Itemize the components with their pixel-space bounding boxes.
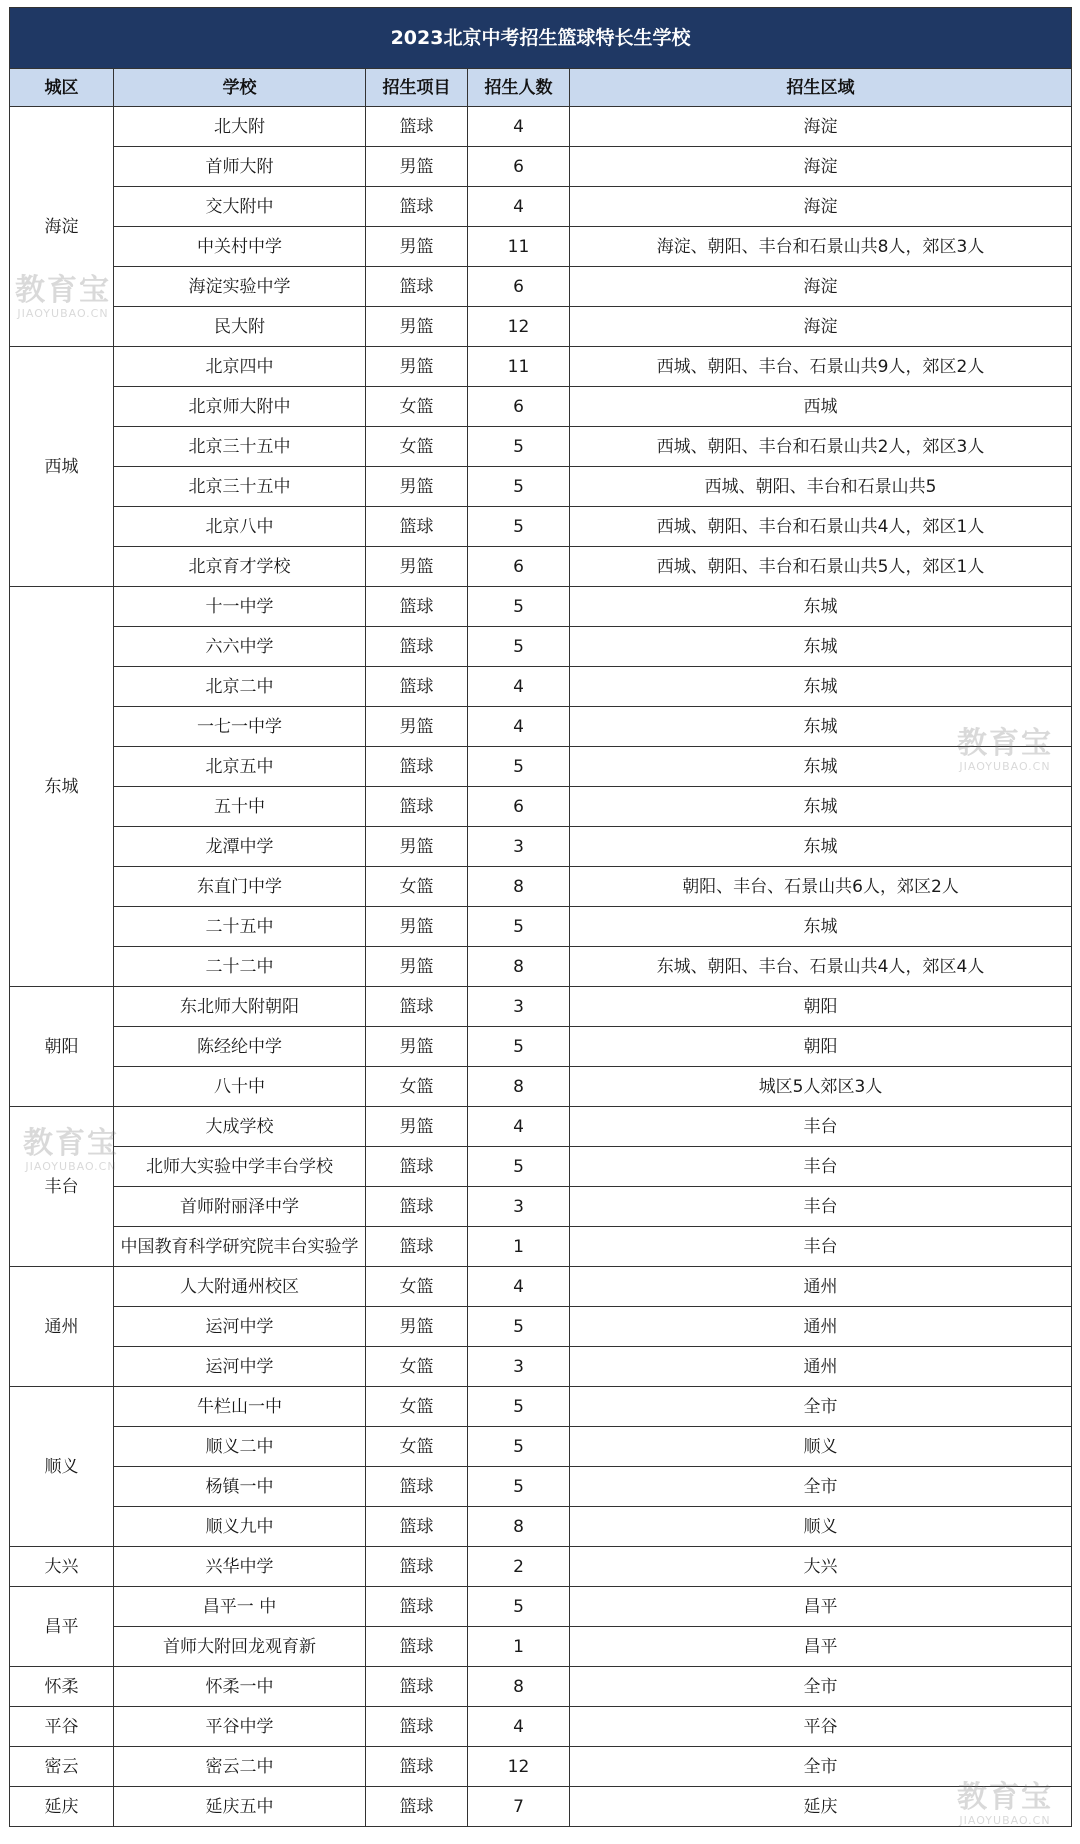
school-cell: 兴华中学: [114, 1547, 366, 1587]
count-cell: 6: [468, 267, 570, 307]
count-cell: 5: [468, 1427, 570, 1467]
count-cell: 4: [468, 1107, 570, 1147]
district-cell: 丰台: [10, 1107, 114, 1267]
district-cell: 海淀: [10, 107, 114, 347]
area-cell: 平谷: [570, 1707, 1072, 1747]
area-cell: 昌平: [570, 1587, 1072, 1627]
item-cell: 篮球: [366, 1547, 468, 1587]
table-row: [10, 1707, 1072, 1747]
school-cell: 大成学校: [114, 1107, 366, 1147]
table-row: [10, 867, 1072, 907]
area-cell: 通州: [570, 1347, 1072, 1387]
table-row: [10, 387, 1072, 427]
area-cell: 通州: [570, 1307, 1072, 1347]
area-cell: 昌平: [570, 1627, 1072, 1667]
count-cell: 3: [468, 1347, 570, 1387]
table-row: [10, 1347, 1072, 1387]
table-row: [10, 1067, 1072, 1107]
count-cell: 3: [468, 827, 570, 867]
table-row: [10, 707, 1072, 747]
item-cell: 篮球: [366, 587, 468, 627]
district-cell: 密云: [10, 1747, 114, 1787]
count-cell: 5: [468, 1027, 570, 1067]
count-cell: 4: [468, 667, 570, 707]
table-row: [10, 1307, 1072, 1347]
enrollment-sheet: [9, 7, 1071, 1827]
school-cell: 运河中学: [114, 1307, 366, 1347]
table-row: [10, 1227, 1072, 1267]
area-cell: 城区5人郊区3人: [570, 1067, 1072, 1107]
district-cell: 通州: [10, 1267, 114, 1387]
item-cell: 女篮: [366, 387, 468, 427]
school-cell: 五十中: [114, 787, 366, 827]
area-cell: 丰台: [570, 1147, 1072, 1187]
district-cell: 西城: [10, 347, 114, 587]
table-row: [10, 1467, 1072, 1507]
district-cell: 延庆: [10, 1787, 114, 1827]
district-cell: 平谷: [10, 1707, 114, 1747]
count-cell: 4: [468, 1267, 570, 1307]
school-cell: 北京八中: [114, 507, 366, 547]
count-cell: 11: [468, 347, 570, 387]
item-cell: 女篮: [366, 1067, 468, 1107]
count-cell: 5: [468, 467, 570, 507]
table-row: [10, 1667, 1072, 1707]
area-cell: 西城、朝阳、丰台和石景山共4人，郊区1人: [570, 507, 1072, 547]
count-cell: 11: [468, 227, 570, 267]
count-cell: 8: [468, 867, 570, 907]
area-cell: 西城、朝阳、丰台和石景山共5人，郊区1人: [570, 547, 1072, 587]
count-cell: 6: [468, 387, 570, 427]
school-cell: 海淀实验中学: [114, 267, 366, 307]
area-cell: 东城: [570, 787, 1072, 827]
school-cell: 一七一中学: [114, 707, 366, 747]
table-row: [10, 1747, 1072, 1787]
count-cell: 3: [468, 987, 570, 1027]
school-cell: 顺义九中: [114, 1507, 366, 1547]
count-cell: 4: [468, 1707, 570, 1747]
school-cell: 二十五中: [114, 907, 366, 947]
enrollment-table: [9, 7, 1072, 1827]
item-cell: 男篮: [366, 307, 468, 347]
school-cell: 首师附丽泽中学: [114, 1187, 366, 1227]
item-cell: 篮球: [366, 1467, 468, 1507]
school-cell: 中关村中学: [114, 227, 366, 267]
table-row: [10, 427, 1072, 467]
table-row: [10, 507, 1072, 547]
school-cell: 平谷中学: [114, 1707, 366, 1747]
table-row: [10, 1147, 1072, 1187]
item-cell: 男篮: [366, 827, 468, 867]
school-cell: 首师大附: [114, 147, 366, 187]
area-cell: 全市: [570, 1747, 1072, 1787]
table-row: [10, 1187, 1072, 1227]
count-cell: 4: [468, 107, 570, 147]
school-cell: 东北师大附朝阳: [114, 987, 366, 1027]
area-cell: 东城: [570, 627, 1072, 667]
school-cell: 北师大实验中学丰台学校: [114, 1147, 366, 1187]
table-row: [10, 307, 1072, 347]
item-cell: 男篮: [366, 347, 468, 387]
count-cell: 8: [468, 947, 570, 987]
item-cell: 男篮: [366, 1027, 468, 1067]
area-cell: 丰台: [570, 1187, 1072, 1227]
count-cell: 5: [468, 1467, 570, 1507]
area-cell: 大兴: [570, 1547, 1072, 1587]
table-row: [10, 187, 1072, 227]
area-cell: 海淀: [570, 267, 1072, 307]
area-cell: 全市: [570, 1387, 1072, 1427]
watermark-site-text: JIAOYUBAO.CN: [17, 307, 109, 320]
area-cell: 丰台: [570, 1227, 1072, 1267]
area-cell: 西城、朝阳、丰台和石景山共5: [570, 467, 1072, 507]
area-cell: 延庆: [570, 1787, 1072, 1827]
table-row: [10, 827, 1072, 867]
item-cell: 篮球: [366, 1187, 468, 1227]
table-title: 2023北京中考招生篮球特长生学校: [10, 8, 1072, 69]
item-cell: 女篮: [366, 1347, 468, 1387]
school-cell: 昌平一 中: [114, 1587, 366, 1627]
school-cell: 北京三十五中: [114, 467, 366, 507]
area-cell: 朝阳: [570, 1027, 1072, 1067]
count-cell: 1: [468, 1627, 570, 1667]
count-cell: 5: [468, 587, 570, 627]
school-cell: 北京四中: [114, 347, 366, 387]
count-cell: 5: [468, 1587, 570, 1627]
area-cell: 海淀: [570, 187, 1072, 227]
item-cell: 女篮: [366, 1267, 468, 1307]
watermark-logo-text: 教育宝: [23, 1126, 119, 1161]
school-cell: 民大附: [114, 307, 366, 347]
table-row: [10, 987, 1072, 1027]
school-cell: 北京二中: [114, 667, 366, 707]
table-row: [10, 547, 1072, 587]
count-cell: 6: [468, 787, 570, 827]
watermark-site-text: JIAOYUBAO.CN: [25, 1160, 117, 1173]
school-cell: 北京育才学校: [114, 547, 366, 587]
school-cell: 二十二中: [114, 947, 366, 987]
school-cell: 杨镇一中: [114, 1467, 366, 1507]
item-cell: 女篮: [366, 1387, 468, 1427]
area-cell: 顺义: [570, 1427, 1072, 1467]
area-cell: 海淀: [570, 147, 1072, 187]
item-cell: 篮球: [366, 107, 468, 147]
table-body: [10, 107, 1072, 1827]
table-row: [10, 667, 1072, 707]
count-cell: 5: [468, 627, 570, 667]
count-cell: 12: [468, 307, 570, 347]
item-cell: 篮球: [366, 1667, 468, 1707]
school-cell: 北京师大附中: [114, 387, 366, 427]
table-row: [10, 1267, 1072, 1307]
header-area: 招生区域: [570, 69, 1072, 107]
count-cell: 6: [468, 547, 570, 587]
item-cell: 篮球: [366, 1587, 468, 1627]
count-cell: 4: [468, 187, 570, 227]
school-cell: 首师大附回龙观育新: [114, 1627, 366, 1667]
table-row: [10, 1027, 1072, 1067]
table-row: [10, 1787, 1072, 1827]
item-cell: 男篮: [366, 1307, 468, 1347]
area-cell: 顺义: [570, 1507, 1072, 1547]
item-cell: 篮球: [366, 627, 468, 667]
item-cell: 篮球: [366, 1747, 468, 1787]
item-cell: 篮球: [366, 1147, 468, 1187]
header-school: 学校: [114, 69, 366, 107]
header-row: [10, 69, 1072, 107]
count-cell: 6: [468, 147, 570, 187]
school-cell: 顺义二中: [114, 1427, 366, 1467]
school-cell: 龙潭中学: [114, 827, 366, 867]
table-row: [10, 587, 1072, 627]
district-cell: 顺义: [10, 1387, 114, 1547]
area-cell: 全市: [570, 1467, 1072, 1507]
table-row: [10, 627, 1072, 667]
item-cell: 男篮: [366, 907, 468, 947]
area-cell: 朝阳: [570, 987, 1072, 1027]
item-cell: 篮球: [366, 787, 468, 827]
header-item: 招生项目: [366, 69, 468, 107]
count-cell: 5: [468, 747, 570, 787]
item-cell: 女篮: [366, 427, 468, 467]
area-cell: 海淀: [570, 107, 1072, 147]
count-cell: 8: [468, 1067, 570, 1107]
table-row: [10, 467, 1072, 507]
area-cell: 通州: [570, 1267, 1072, 1307]
watermark-logo-text: 教育宝: [957, 726, 1053, 761]
item-cell: 篮球: [366, 747, 468, 787]
item-cell: 篮球: [366, 667, 468, 707]
table-row: [10, 787, 1072, 827]
area-cell: 海淀、朝阳、丰台和石景山共8人，郊区3人: [570, 227, 1072, 267]
area-cell: 东城: [570, 667, 1072, 707]
school-cell: 东直门中学: [114, 867, 366, 907]
area-cell: 东城、朝阳、丰台、石景山共4人，郊区4人: [570, 947, 1072, 987]
watermark-logo-text: 教育宝: [957, 1780, 1053, 1815]
table-row: [10, 107, 1072, 147]
item-cell: 男篮: [366, 707, 468, 747]
item-cell: 男篮: [366, 947, 468, 987]
district-cell: 朝阳: [10, 987, 114, 1107]
item-cell: 女篮: [366, 1427, 468, 1467]
table-row: [10, 1627, 1072, 1667]
area-cell: 西城: [570, 387, 1072, 427]
table-row: [10, 947, 1072, 987]
table-row: [10, 267, 1072, 307]
table-row: [10, 1547, 1072, 1587]
area-cell: 丰台: [570, 1107, 1072, 1147]
watermark-site-text: JIAOYUBAO.CN: [959, 760, 1051, 773]
item-cell: 男篮: [366, 147, 468, 187]
area-cell: 东城: [570, 587, 1072, 627]
table-row: [10, 347, 1072, 387]
school-cell: 运河中学: [114, 1347, 366, 1387]
item-cell: 男篮: [366, 547, 468, 587]
school-cell: 密云二中: [114, 1747, 366, 1787]
item-cell: 篮球: [366, 187, 468, 227]
school-cell: 北京五中: [114, 747, 366, 787]
item-cell: 篮球: [366, 1787, 468, 1827]
school-cell: 人大附通州校区: [114, 1267, 366, 1307]
school-cell: 延庆五中: [114, 1787, 366, 1827]
count-cell: 12: [468, 1747, 570, 1787]
area-cell: 东城: [570, 747, 1072, 787]
table-row: [10, 1387, 1072, 1427]
school-cell: 中国教育科学研究院丰台实验学: [114, 1227, 366, 1267]
count-cell: 5: [468, 1387, 570, 1427]
area-cell: 东城: [570, 827, 1072, 867]
table-row: [10, 1507, 1072, 1547]
item-cell: 男篮: [366, 1107, 468, 1147]
header-count: 招生人数: [468, 69, 570, 107]
school-cell: 交大附中: [114, 187, 366, 227]
count-cell: 2: [468, 1547, 570, 1587]
count-cell: 4: [468, 707, 570, 747]
item-cell: 篮球: [366, 1707, 468, 1747]
table-row: [10, 1587, 1072, 1627]
count-cell: 5: [468, 507, 570, 547]
item-cell: 篮球: [366, 1507, 468, 1547]
item-cell: 女篮: [366, 867, 468, 907]
school-cell: 怀柔一中: [114, 1667, 366, 1707]
count-cell: 5: [468, 427, 570, 467]
item-cell: 篮球: [366, 1227, 468, 1267]
count-cell: 7: [468, 1787, 570, 1827]
area-cell: 西城、朝阳、丰台、石景山共9人，郊区2人: [570, 347, 1072, 387]
item-cell: 篮球: [366, 267, 468, 307]
count-cell: 8: [468, 1507, 570, 1547]
area-cell: 东城: [570, 907, 1072, 947]
table-row: [10, 147, 1072, 187]
item-cell: 男篮: [366, 467, 468, 507]
count-cell: 5: [468, 1307, 570, 1347]
school-cell: 牛栏山一中: [114, 1387, 366, 1427]
item-cell: 篮球: [366, 1627, 468, 1667]
watermark-site-text: JIAOYUBAO.CN: [959, 1814, 1051, 1827]
area-cell: 东城: [570, 707, 1072, 747]
count-cell: 5: [468, 907, 570, 947]
school-cell: 十一中学: [114, 587, 366, 627]
table-row: [10, 747, 1072, 787]
item-cell: 男篮: [366, 227, 468, 267]
table-row: [10, 1427, 1072, 1467]
title-row: [10, 8, 1072, 69]
school-cell: 六六中学: [114, 627, 366, 667]
school-cell: 八十中: [114, 1067, 366, 1107]
table-row: [10, 907, 1072, 947]
count-cell: 3: [468, 1187, 570, 1227]
item-cell: 篮球: [366, 987, 468, 1027]
district-cell: 昌平: [10, 1587, 114, 1667]
district-cell: 大兴: [10, 1547, 114, 1587]
district-cell: 怀柔: [10, 1667, 114, 1707]
table-row: [10, 1107, 1072, 1147]
school-cell: 北大附: [114, 107, 366, 147]
table-row: [10, 227, 1072, 267]
area-cell: 朝阳、丰台、石景山共6人，郊区2人: [570, 867, 1072, 907]
area-cell: 全市: [570, 1667, 1072, 1707]
school-cell: 陈经纶中学: [114, 1027, 366, 1067]
count-cell: 1: [468, 1227, 570, 1267]
school-cell: 北京三十五中: [114, 427, 366, 467]
district-cell: 东城: [10, 587, 114, 987]
count-cell: 5: [468, 1147, 570, 1187]
count-cell: 8: [468, 1667, 570, 1707]
area-cell: 海淀: [570, 307, 1072, 347]
header-district: 城区: [10, 69, 114, 107]
area-cell: 西城、朝阳、丰台和石景山共2人，郊区3人: [570, 427, 1072, 467]
watermark-logo-text: 教育宝: [15, 273, 111, 308]
item-cell: 篮球: [366, 507, 468, 547]
